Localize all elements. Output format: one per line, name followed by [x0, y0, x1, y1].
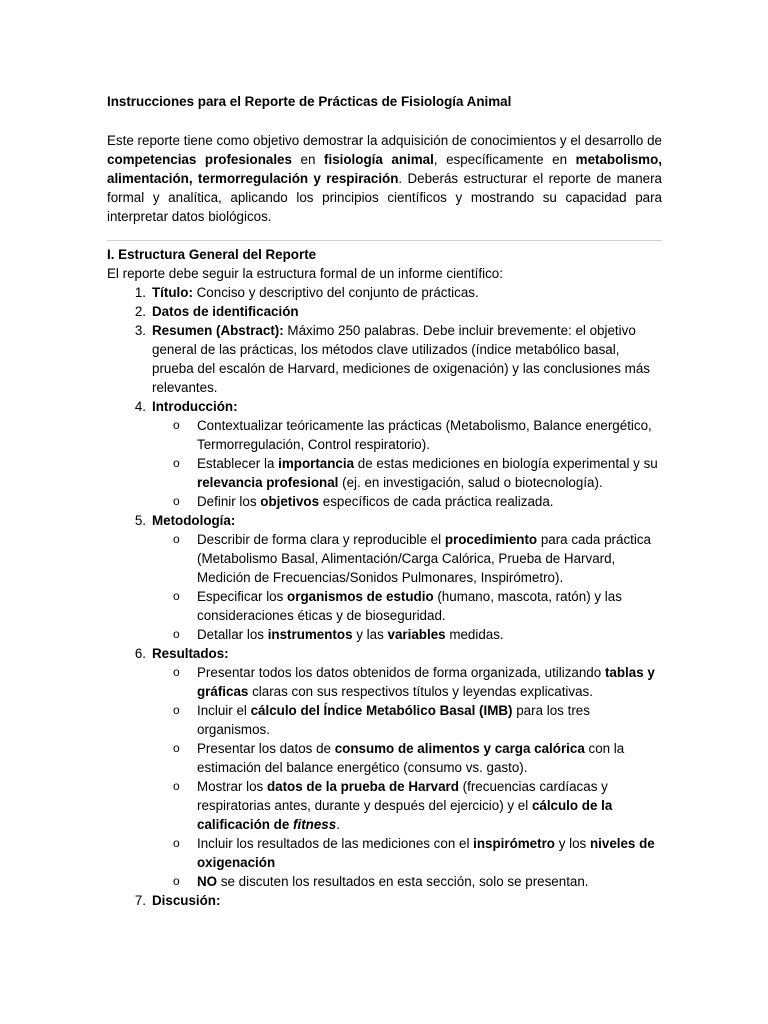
section-heading: I. Estructura General del Reporte: [107, 247, 317, 262]
list-item: [134, 321, 662, 397]
list-item-text: [152, 323, 650, 395]
body-text: Establecer la: [197, 456, 279, 471]
emphasis-text: fitness: [293, 817, 337, 832]
emphasis-text: Discusión:: [152, 893, 221, 908]
body-text: claras con sus respectivos títulos y leyendas explicativas.: [248, 684, 593, 699]
body-text: (ej. en investigación, salud o biotecnología).: [338, 475, 603, 490]
emphasis-text: fisiología animal: [324, 152, 434, 167]
circle-bullet-icon: o: [173, 532, 180, 546]
body-text: Incluir el: [197, 703, 251, 718]
sub-list-item: [173, 416, 662, 454]
document-title: Instrucciones para el Reporte de Prácticas de Fisiología Animal: [107, 94, 512, 109]
body-text: Mostrar los: [197, 779, 267, 794]
emphasis-text: organismos de estudio: [287, 589, 434, 604]
emphasis-text: variables: [387, 627, 446, 642]
emphasis-text: Título:: [152, 285, 193, 300]
body-text: Presentar todos los datos obtenidos de forma organizada, utilizando: [197, 665, 605, 680]
emphasis-text: importancia: [278, 456, 355, 471]
intro-text: [107, 131, 662, 226]
sub-list: [152, 416, 662, 511]
section-estructura-general: [107, 245, 662, 910]
emphasis-text: relevancia profesional: [197, 475, 339, 490]
list-number: 4.: [134, 399, 146, 414]
section-lead: El reporte debe seguir la estructura formal de un informe científico:: [107, 266, 503, 281]
circle-bullet-icon: o: [173, 741, 180, 755]
sub-list-item-text: [197, 456, 658, 490]
list-number: 1.: [134, 285, 146, 300]
sub-list-item: [173, 492, 662, 511]
sub-list-item: [173, 739, 662, 777]
body-text: específicos de cada práctica realizada.: [319, 494, 554, 509]
emphasis-text: instrumentos: [267, 627, 353, 642]
body-text: de estas mediciones en biología experimental y su: [354, 456, 658, 471]
emphasis-text: cálculo de la calificación de: [197, 798, 613, 832]
sub-list-item: [173, 587, 662, 625]
sub-list-item-text: [197, 665, 655, 699]
sub-list-item-text: [197, 627, 504, 642]
body-text: medidas.: [445, 627, 504, 642]
body-text: .: [336, 817, 340, 832]
body-text: (humano, mascota, ratón) y las consideraciones éticas y de bioseguridad.: [197, 589, 622, 623]
list-item-text: [152, 304, 299, 319]
circle-bullet-icon: o: [173, 665, 180, 679]
emphasis-text: objetivos: [260, 494, 320, 509]
sub-list-item: [173, 454, 662, 492]
sub-list: [152, 530, 662, 644]
circle-bullet-icon: o: [173, 627, 180, 641]
sub-list-item: [173, 834, 662, 872]
emphasis-text: tablas y gráficas: [197, 665, 655, 699]
circle-bullet-icon: o: [173, 874, 180, 888]
sub-list: [152, 663, 662, 891]
circle-bullet-icon: o: [173, 779, 180, 793]
circle-bullet-icon: o: [173, 456, 180, 470]
list-item-text: [152, 399, 238, 414]
list-number: 7.: [134, 893, 146, 908]
body-text: Máximo 250 palabras. Debe incluir brevemente: el objetivo general de las prácticas, los métodos clave utilizados (índice metabólico basal, prueba del escalón de Harvard, mediciones de oxigenación) y las conclusiones más relevantes.: [152, 323, 650, 395]
body-text: para cada práctica (Metabolismo Basal, Alimentación/Carga Calórica, Prueba de Harvard, Medición de Frecuencias/Sonidos Pulmonares, Inspirómetro).: [197, 532, 651, 585]
body-text: Definir los: [197, 494, 261, 509]
circle-bullet-icon: o: [173, 836, 180, 850]
emphasis-text: Resumen (Abstract):: [152, 323, 284, 338]
sub-list-item-text: [197, 741, 624, 775]
list-number: 5.: [134, 513, 146, 528]
sub-list-item-text: [197, 703, 590, 737]
sub-list-item-text: [197, 418, 652, 452]
list-item: [134, 511, 662, 644]
body-text: para los tres organismos.: [197, 703, 590, 737]
body-text: Detallar los: [197, 627, 268, 642]
body-text: en: [291, 152, 325, 167]
emphasis-text: NO: [197, 874, 218, 889]
body-text: , específicamente en: [433, 152, 576, 167]
intro-paragraph: [107, 131, 662, 226]
body-text: Contextualizar teóricamente las prácticas (Metabolismo, Balance energético, Termorregulación, Control respiratorio).: [197, 418, 652, 452]
body-text: Especificar los: [197, 589, 288, 604]
list-number: 6.: [134, 646, 146, 661]
body-text: Incluir los resultados de las mediciones con el: [197, 836, 474, 851]
list-item: [134, 891, 662, 910]
emphasis-text: datos de la prueba de Harvard: [266, 779, 459, 794]
body-text: con la estimación del balance energético (consumo vs. gasto).: [197, 741, 625, 775]
emphasis-text: consumo de alimentos y carga calórica: [334, 741, 585, 756]
list-item-text: [152, 646, 229, 661]
sub-list-item: [173, 530, 662, 587]
emphasis-text: competencias profesionales: [107, 152, 292, 167]
emphasis-text: cálculo del Índice Metabólico Basal (IMB): [250, 703, 513, 718]
body-text: Este reporte tiene como objetivo demostrar la adquisición de conocimientos y el desarrollo de: [107, 133, 662, 148]
circle-bullet-icon: o: [173, 589, 180, 603]
body-text: y los: [554, 836, 590, 851]
list-item-text: [152, 893, 220, 908]
sub-list-item-text: [197, 532, 651, 585]
sub-list-item: [173, 872, 662, 891]
circle-bullet-icon: o: [173, 703, 180, 717]
list-item-text: [152, 285, 479, 300]
sub-list-item: [173, 625, 662, 644]
emphasis-text: inspirómetro: [473, 836, 555, 851]
sub-list-item-text: [197, 836, 655, 870]
body-text: (frecuencias cardíacas y respiratorias antes, durante y después del ejercicio) y el: [197, 779, 608, 813]
body-text: y las: [352, 627, 388, 642]
emphasis-text: procedimiento: [444, 532, 538, 547]
emphasis-text: niveles de oxigenación: [197, 836, 655, 870]
sub-list-item: [173, 701, 662, 739]
sub-list-item: [173, 777, 662, 834]
emphasis-text: Metodología:: [152, 513, 236, 528]
list-item: [134, 302, 662, 321]
circle-bullet-icon: o: [173, 418, 180, 432]
body-text: Describir de forma clara y reproducible el: [197, 532, 445, 547]
emphasis-text: Resultados:: [152, 646, 229, 661]
list-item: [134, 283, 662, 302]
circle-bullet-icon: o: [173, 494, 180, 508]
sub-list-item-text: [197, 589, 622, 623]
list-item-text: [152, 513, 235, 528]
emphasis-text: Datos de identificación: [152, 304, 299, 319]
sub-list-item-text: [197, 494, 554, 509]
list-number: 2.: [134, 304, 146, 319]
emphasis-text: metabolismo, alimentación, termorregulación y respiración: [107, 152, 662, 186]
body-text: . Deberás estructurar el reporte de manera formal y analítica, aplicando los principios científicos y mostrando su capacidad para interpretar datos biológicos.: [107, 171, 662, 224]
sub-list-item-text: [197, 874, 589, 889]
sub-list-item: [173, 663, 662, 701]
body-text: Conciso y descriptivo del conjunto de prácticas.: [192, 285, 479, 300]
report-structure-list: [107, 283, 662, 910]
sub-list-item-text: [197, 779, 612, 832]
emphasis-text: Introducción:: [152, 399, 238, 414]
document-page: [107, 92, 662, 910]
section-divider: [107, 240, 662, 241]
body-text: se discuten los resultados en esta sección, solo se presentan.: [217, 874, 589, 889]
list-item: [134, 397, 662, 511]
body-text: Presentar los datos de: [197, 741, 335, 756]
list-item: [134, 644, 662, 891]
list-number: 3.: [134, 323, 146, 338]
